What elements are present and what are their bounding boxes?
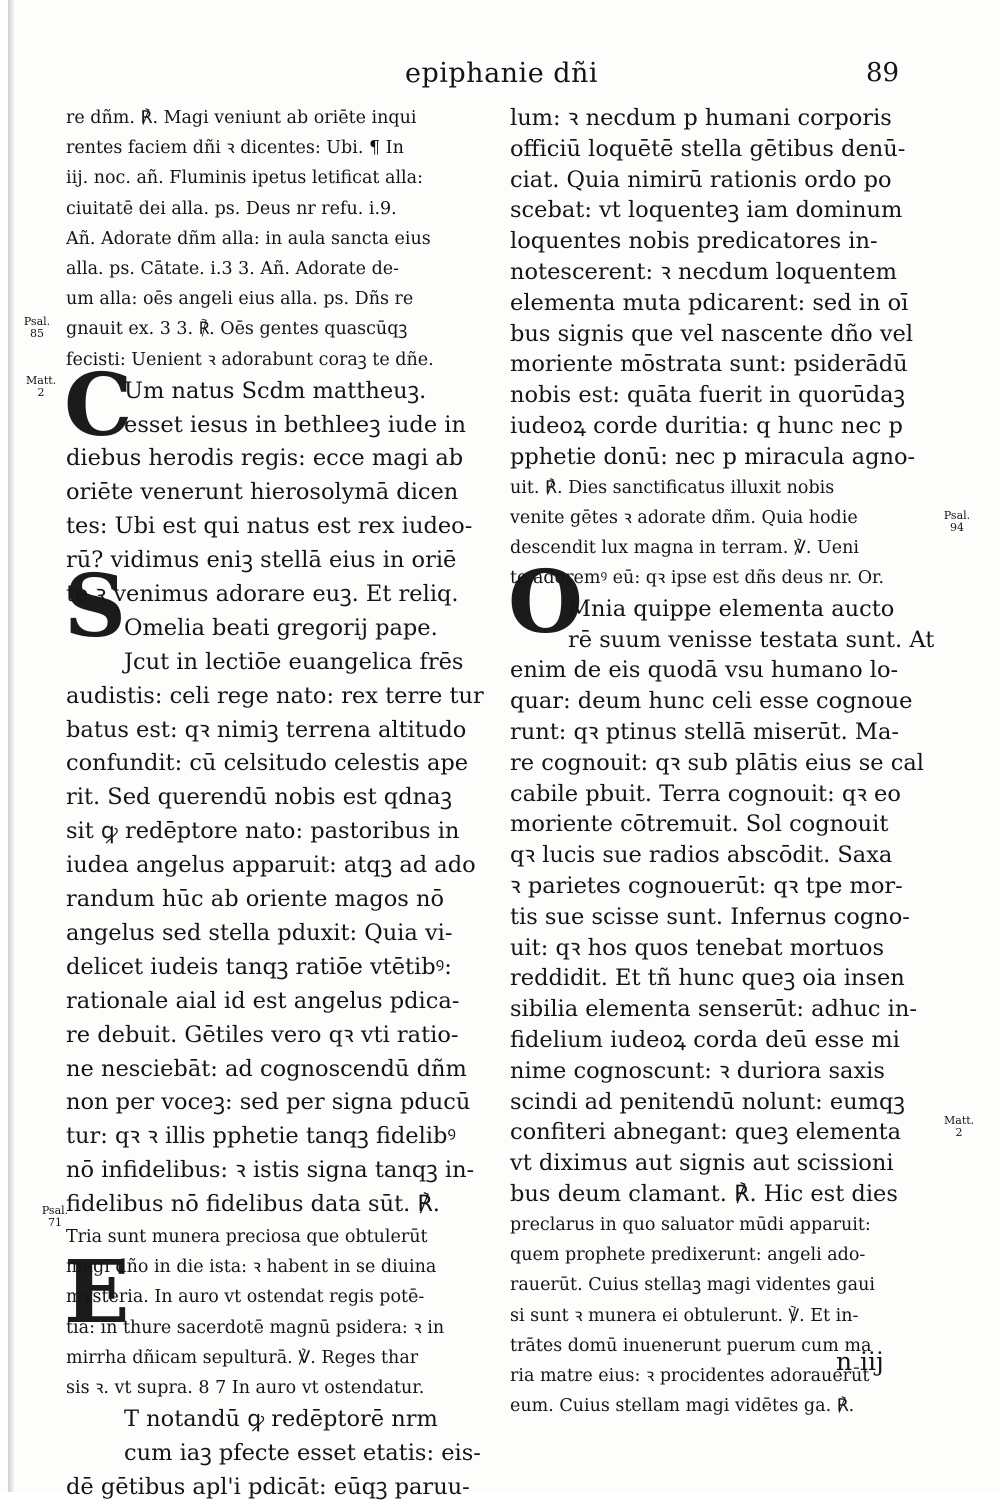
text-line: confiteri abnegant: queꝫ elementa — [510, 1119, 902, 1146]
text-line: nime cognoscunt: ꝛ duriora saxis — [510, 1057, 885, 1084]
text-line: uit: qꝛ hos quos tenebat mortuos — [510, 934, 884, 961]
text-line: lum: ꝛ necdum p humani corporis — [510, 105, 892, 131]
text-line: nō infidelibus: ꝛ istis signa tanqꝫ in- — [66, 1157, 475, 1184]
text-line: uit. ℟. Dies sanctificatus illuxit nobis — [510, 477, 835, 498]
text-line: gnauit ex. 3 3. ℟. Oēs gentes quascūqꝫ — [66, 319, 408, 340]
margin-note-psal-71: Psal. 71 — [41, 1204, 69, 1229]
text-line: rauerūt. Cuius stellaꝫ magi videntes gaui — [510, 1275, 875, 1296]
text-line: reddidit. Et tñ hunc queꝫ oia insen — [510, 965, 905, 992]
text-line: runt: qꝛ ptinus stellā miserūt. Ma- — [510, 718, 899, 745]
text-line: vt diximus aut signis aut scissioni — [510, 1150, 894, 1177]
text-line: re dñm. ℟. Magi veniunt ab oriēte inqui — [66, 108, 417, 128]
dropcap-e: E — [64, 1242, 130, 1343]
margin-note-matt-2-left: Matt. 2 — [26, 374, 57, 399]
text-line: mirrha dñicam sepulturā. ℣. Reges thar — [66, 1347, 419, 1368]
text-line: eum. Cuius stellam magi vidētes ga. ℟. — [510, 1396, 855, 1417]
text-line: re cognouit: qꝛ sub plātis eius se cal — [510, 749, 924, 776]
page-spine-shadow — [8, 0, 14, 1492]
text-line: scindi ad penitendū nolunt: eumqꝫ — [510, 1088, 905, 1115]
text-line: bus signis que vel nascente dño vel — [510, 320, 914, 347]
text-line: confundit: cū celsitudo celestis ape — [66, 750, 469, 777]
text-line: non per voceꝫ: sed per signa pducū — [66, 1089, 471, 1116]
text-line: rationale aial id est angelus pdica- — [66, 987, 460, 1014]
right-column — [510, 103, 934, 1422]
text-line: rē suum venisse testata sunt. At — [568, 626, 934, 653]
text-line: notescerent: ꝛ necdum loquentem — [510, 258, 897, 285]
text-line: enim de eis quodā vsu humano lo- — [510, 657, 899, 684]
text-line: oriēte venerunt hierosolymā dicen — [66, 479, 459, 506]
text-line: T notandū ꝙ redēptorē nrm — [124, 1406, 438, 1433]
text-line: delicet iudeis tanqꝫ ratiōe vtētibꝰ: — [66, 953, 452, 980]
text-line: rentes faciem dñi ꝛ dicentes: Ubi. ¶ In — [66, 138, 404, 159]
margin-note-matt-2-right: Matt. 2 — [944, 1114, 975, 1139]
text-line: cum iaꝫ pfecte esset etatis: eis- — [124, 1439, 481, 1466]
text-line: sibilia elementa senserūt: adhuc in- — [510, 996, 917, 1023]
text-line: elementa muta pdicarent: sed in oī — [510, 289, 909, 316]
text-line: rū? vidimus eniꝫ stellā eius in oriē — [66, 547, 457, 574]
text-line: angelus sed stella pduxit: Quia vi- — [66, 919, 453, 946]
text-line: trātes domū inuenerunt puerum cum ma — [510, 1335, 872, 1356]
text-line: ꝛ parietes cognouerūt: qꝛ tpe mor- — [510, 872, 903, 899]
folio-number: 89 — [866, 58, 900, 88]
text-line: alla. ps. Cātate. i.3 3. Añ. Adorate de- — [66, 258, 400, 279]
text-line: qꝛ lucis sue radios abscōdit. Saxa — [510, 842, 893, 869]
text-line: iudea angelus apparuit: atqꝫ ad ado — [66, 852, 476, 879]
text-line: scebat: vt loquenteꝫ iam dominum — [510, 197, 903, 224]
dropcap-o: O — [508, 552, 583, 653]
text-line: Jcut in lectiōe euangelica frēs — [124, 648, 464, 675]
text-line: rit. Sed querendū nobis est qdnaꝫ — [66, 784, 452, 811]
text-line: ciuitatē dei alla. ps. Deus nr refu. i.9. — [66, 198, 397, 219]
text-line: quem prophete predixerunt: angeli ado- — [510, 1244, 866, 1265]
text-line: tis sue scisse sunt. Infernus cogno- — [510, 903, 910, 930]
text-line: pphetie donū: nec p miracula agno- — [510, 443, 916, 470]
text-line: cabile pbuit. Terra cognouit: qꝛ eo — [510, 780, 901, 807]
text-line: fecisti: Uenient ꝛ adorabunt coraꝫ te dñe. — [66, 349, 434, 370]
text-line: si sunt ꝛ munera ei obtulerunt. ℣. Et in- — [510, 1305, 859, 1326]
text-line: fidelium iudeoꝝ corda deū esse mi — [510, 1026, 900, 1053]
text-line: descendit lux magna in terram. ℣. Ueni — [510, 538, 859, 559]
text-line: Um natus Scdm mattheuꝫ. — [124, 377, 427, 404]
text-line: tes: Ubi est qui natus est rex iudeo- — [66, 513, 473, 540]
text-line: randum hūc ab oriente magos nō — [66, 886, 444, 913]
text-line: quar: deum hunc celi esse cognoue — [510, 688, 913, 715]
signature-mark: n iij — [836, 1347, 884, 1376]
text-line: bus deum clamant. ℟. Hic est dies — [510, 1180, 898, 1207]
text-line: um alla: oēs angeli eius alla. ps. Dñs re — [66, 289, 414, 310]
text-line: esset iesus in bethleeꝫ iude in — [124, 411, 466, 438]
text-line: batus est: qꝛ nimiꝫ terrena altitudo — [66, 716, 467, 743]
text-line: venite gētes ꝛ adorate dñm. Quia hodie — [510, 507, 858, 528]
text-line: te adoremꝰ eū: qꝛ ipse est dñs deus nr. Or. — [510, 568, 885, 589]
text-line: Añ. Adorate dñm alla: in aula sancta eius — [66, 228, 431, 249]
text-line: tia: in thure sacerdotē magnū psidera: ꝛ in — [66, 1317, 445, 1338]
text-line: moriente mōstrata sunt: psiderādū — [510, 351, 908, 378]
text-line: fidelibus nō fidelibus data sūt. ℟. — [66, 1191, 440, 1218]
text-line: nobis est: quāta fuerit in quorūdaꝫ — [510, 382, 906, 409]
text-line: Omelia beati gregorij pape. — [124, 614, 438, 641]
text-line: magi dño in die ista: ꝛ habent in se diuina — [66, 1257, 437, 1278]
text-line: Tria sunt munera preciosa que obtulerūt — [66, 1226, 428, 1247]
text-line: te ꝛ venimus adorare euꝫ. Et reliq. — [66, 581, 459, 608]
text-line: ne nesciebāt: ad cognoscendū dñm — [66, 1055, 467, 1082]
text-line: iij. noc. añ. Fluminis ipetus letificat alla: — [66, 168, 423, 189]
text-line: officiū loquētē stella gētibus denū- — [510, 135, 906, 162]
text-line: iudeoꝝ corde duritia: q hunc nec p — [510, 412, 903, 439]
dropcap-c: C — [64, 355, 133, 456]
text-line: tur: qꝛ ꝛ illis pphetie tanqꝫ fidelibꝰ — [66, 1123, 456, 1150]
running-head: epiphanie dñi — [405, 58, 599, 89]
text-line: sis ꝛ. vt supra. 8 7 In auro vt ostendatur. — [66, 1377, 425, 1398]
text-line: audistis: celi rege nato: rex terre tur — [66, 682, 484, 709]
text-line: preclarus in quo saluator mūdi apparuit: — [510, 1214, 871, 1235]
text-line: mysteria. In auro vt ostendat regis potē- — [66, 1287, 425, 1308]
margin-note-psal-85: Psal. 85 — [23, 315, 51, 340]
text-line: Mnia quippe elementa aucto — [568, 595, 895, 622]
dropcap-s: S — [64, 556, 127, 657]
text-line: ciat. Quia nimirū rationis ordo po — [510, 166, 892, 193]
margin-note-psal-94: Psal. 94 — [943, 509, 971, 534]
left-column — [66, 103, 496, 1505]
text-line: diebus herodis regis: ecce magi ab — [66, 445, 464, 472]
text-line: moriente cōtremuit. Sol cognouit — [510, 811, 889, 838]
text-line: ria matre eius: ꝛ procidentes adorauerūt — [510, 1366, 870, 1387]
text-line: re debuit. Gētiles vero qꝛ vti ratio- — [66, 1021, 459, 1048]
text-line: sit ꝙ redēptore nato: pastoribus in — [66, 818, 460, 845]
text-line: dē gētibus apl'i pdicāt: eūqꝫ paruu- — [66, 1473, 470, 1500]
text-line: loquentes nobis predicatores in- — [510, 228, 878, 255]
